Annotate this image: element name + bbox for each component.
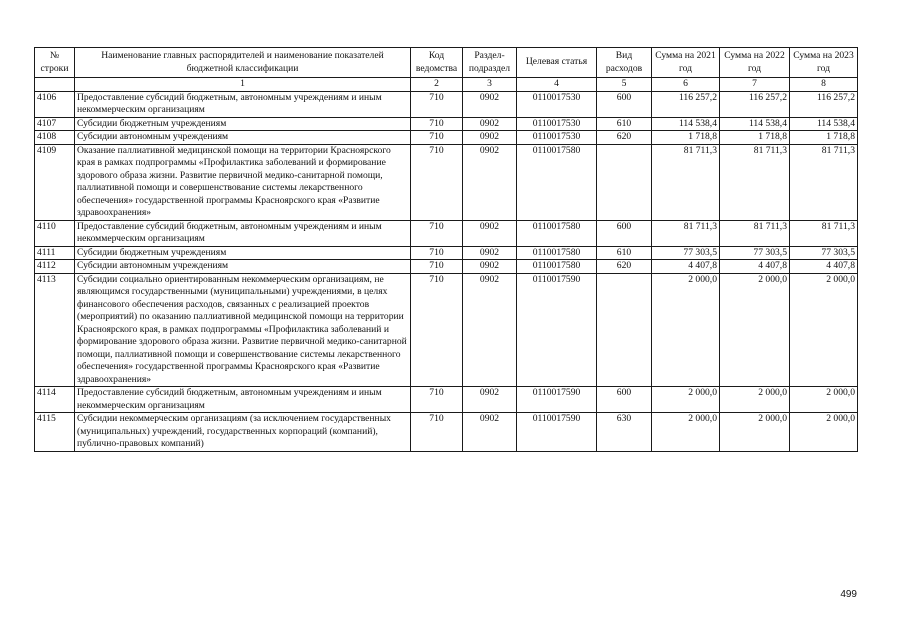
row-sum-2023: 1 718,8: [790, 131, 858, 145]
row-target-article: 0110017590: [517, 387, 597, 413]
row-number: 4113: [35, 273, 75, 387]
row-sum-2021: 116 257,2: [652, 91, 720, 117]
row-target-article: 0110017580: [517, 260, 597, 274]
row-sum-2021: 1 718,8: [652, 131, 720, 145]
row-sum-2023: 77 303,5: [790, 246, 858, 260]
budget-table: [34, 47, 858, 452]
row-sum-2022: 116 257,2: [720, 91, 790, 117]
row-dept-code: 710: [411, 246, 463, 260]
row-dept-code: 710: [411, 413, 463, 452]
row-name: Предоставление субсидий бюджетным, автономным учреждениям и иным некоммерческим организациям: [75, 387, 411, 413]
row-sum-2023: 116 257,2: [790, 91, 858, 117]
row-sum-2021: 81 711,3: [652, 220, 720, 246]
row-sum-2023: 2 000,0: [790, 413, 858, 452]
header-dept-code: Код ведомства: [411, 48, 463, 78]
row-sum-2023: 2 000,0: [790, 273, 858, 387]
table-row: [35, 117, 858, 131]
row-dept-code: 710: [411, 131, 463, 145]
table-body: [35, 91, 858, 451]
row-expense-type: 620: [597, 260, 652, 274]
row-sum-2021: 2 000,0: [652, 413, 720, 452]
header-expense-type: Вид расходов: [597, 48, 652, 78]
table-row: [35, 260, 858, 274]
row-number: 4111: [35, 246, 75, 260]
table-row: [35, 387, 858, 413]
row-name: Предоставление субсидий бюджетным, автономным учреждениям и иным некоммерческим организациям: [75, 220, 411, 246]
row-section: 0902: [463, 246, 517, 260]
row-name: Субсидии социально ориентированным некоммерческим организациям, не являющимся государственными (муниципальными) учреждениями, в целях финансового обеспечения расходов, связанных с реализацией проектов (мероприятий) по оказанию паллиативной медицинской помощи на территории Красноярского края, в рамках подпрограммы «Профилактика заболеваний и формирование здорового образа жизни. Развитие первичной медико-санитарной помощи, паллиативной помощи и совершенствование системы лекарственного обеспечения» государственной программы Красноярского края «Развитие здравоохранения»: [75, 273, 411, 387]
row-number: 4114: [35, 387, 75, 413]
row-expense-type: 610: [597, 117, 652, 131]
row-number: 4107: [35, 117, 75, 131]
row-sum-2023: 2 000,0: [790, 387, 858, 413]
row-sum-2022: 81 711,3: [720, 220, 790, 246]
row-section: 0902: [463, 91, 517, 117]
row-name: Субсидии автономным учреждениям: [75, 260, 411, 274]
row-number: 4106: [35, 91, 75, 117]
column-number-3: 3: [463, 78, 517, 92]
row-expense-type: 600: [597, 387, 652, 413]
header-sum-2023: Сумма на 2023 год: [790, 48, 858, 78]
column-number-2: 2: [411, 78, 463, 92]
row-number: 4110: [35, 220, 75, 246]
header-sum-2021: Сумма на 2021 год: [652, 48, 720, 78]
row-sum-2022: 77 303,5: [720, 246, 790, 260]
row-target-article: 0110017530: [517, 91, 597, 117]
row-sum-2022: 2 000,0: [720, 387, 790, 413]
row-target-article: 0110017530: [517, 131, 597, 145]
column-number-7: 7: [720, 78, 790, 92]
page-number: 499: [840, 589, 857, 600]
header-name: Наименование главных распорядителей и наименование показателей бюджетной классификации: [75, 48, 411, 78]
row-name: Субсидии автономным учреждениям: [75, 131, 411, 145]
row-sum-2022: 1 718,8: [720, 131, 790, 145]
column-number-5: 5: [597, 78, 652, 92]
row-expense-type: 610: [597, 246, 652, 260]
row-target-article: 0110017580: [517, 144, 597, 220]
row-name: Субсидии бюджетным учреждениям: [75, 246, 411, 260]
row-dept-code: 710: [411, 91, 463, 117]
row-name: Предоставление субсидий бюджетным, автономным учреждениям и иным некоммерческим организациям: [75, 91, 411, 117]
row-sum-2022: 2 000,0: [720, 413, 790, 452]
row-dept-code: 710: [411, 144, 463, 220]
row-dept-code: 710: [411, 387, 463, 413]
row-expense-type: 600: [597, 220, 652, 246]
header-target-article: Целевая статья: [517, 48, 597, 78]
table-row: [35, 413, 858, 452]
row-target-article: 0110017580: [517, 220, 597, 246]
row-expense-type: 630: [597, 413, 652, 452]
header-row-number: № строки: [35, 48, 75, 78]
row-sum-2023: 81 711,3: [790, 220, 858, 246]
row-sum-2022: 114 538,4: [720, 117, 790, 131]
table-row: [35, 220, 858, 246]
table-header: [35, 48, 858, 92]
column-number-8: 8: [790, 78, 858, 92]
row-section: 0902: [463, 131, 517, 145]
row-sum-2022: 2 000,0: [720, 273, 790, 387]
row-sum-2021: 2 000,0: [652, 387, 720, 413]
row-sum-2021: 4 407,8: [652, 260, 720, 274]
row-sum-2021: 77 303,5: [652, 246, 720, 260]
row-dept-code: 710: [411, 220, 463, 246]
table-row: [35, 91, 858, 117]
row-name: Оказание паллиативной медицинской помощи на территории Красноярского края в рамках подпрограммы «Профилактика заболеваний и формирование здорового образа жизни. Развитие первичной медико-санитарной помощи, паллиативной помощи и совершенствование системы лекарственного обеспечения» государственной программы Красноярского края «Развитие здравоохранения»: [75, 144, 411, 220]
row-section: 0902: [463, 260, 517, 274]
row-target-article: 0110017590: [517, 273, 597, 387]
row-target-article: 0110017590: [517, 413, 597, 452]
header-section: Раздел-подраздел: [463, 48, 517, 78]
row-sum-2021: 2 000,0: [652, 273, 720, 387]
row-number: 4112: [35, 260, 75, 274]
row-section: 0902: [463, 387, 517, 413]
column-number-row: [35, 78, 858, 92]
table-row: [35, 246, 858, 260]
row-section: 0902: [463, 144, 517, 220]
column-number-4: 4: [517, 78, 597, 92]
row-sum-2022: 81 711,3: [720, 144, 790, 220]
row-section: 0902: [463, 117, 517, 131]
row-dept-code: 710: [411, 260, 463, 274]
row-sum-2021: 81 711,3: [652, 144, 720, 220]
row-expense-type: [597, 144, 652, 220]
row-dept-code: 710: [411, 117, 463, 131]
column-number-6: 6: [652, 78, 720, 92]
row-section: 0902: [463, 220, 517, 246]
row-target-article: 0110017580: [517, 246, 597, 260]
row-expense-type: 600: [597, 91, 652, 117]
row-name: Субсидии бюджетным учреждениям: [75, 117, 411, 131]
row-number: 4108: [35, 131, 75, 145]
row-section: 0902: [463, 273, 517, 387]
row-dept-code: 710: [411, 273, 463, 387]
row-expense-type: 620: [597, 131, 652, 145]
row-name: Субсидии некоммерческим организациям (за исключением государственных (муниципальных) учреждений, государственных корпораций (компаний), публично-правовых компаний): [75, 413, 411, 452]
row-sum-2022: 4 407,8: [720, 260, 790, 274]
header-row: [35, 48, 858, 78]
column-number-0: [35, 78, 75, 92]
table-row: [35, 273, 858, 387]
row-sum-2021: 114 538,4: [652, 117, 720, 131]
table-row: [35, 131, 858, 145]
header-sum-2022: Сумма на 2022 год: [720, 48, 790, 78]
table-row: [35, 144, 858, 220]
row-sum-2023: 81 711,3: [790, 144, 858, 220]
row-expense-type: [597, 273, 652, 387]
row-number: 4115: [35, 413, 75, 452]
row-sum-2023: 4 407,8: [790, 260, 858, 274]
row-target-article: 0110017530: [517, 117, 597, 131]
row-sum-2023: 114 538,4: [790, 117, 858, 131]
row-section: 0902: [463, 413, 517, 452]
column-number-1: 1: [75, 78, 411, 92]
row-number: 4109: [35, 144, 75, 220]
